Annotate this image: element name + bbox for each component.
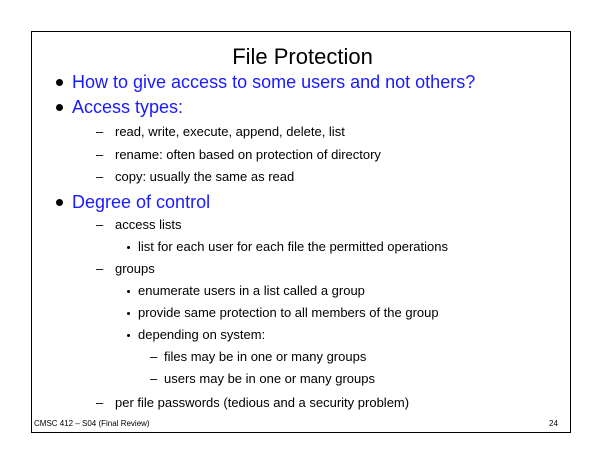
dash-marker: – [96,217,104,232]
dash-marker: – [150,349,158,364]
bullet-icon [56,199,63,206]
sub-item [96,217,182,233]
sub-sub-item-text: depending on system: [138,327,266,342]
sub-sub-item-text: enumerate users in a list called a group [138,283,365,298]
sub-item-text: read, write, execute, append, delete, list [115,124,345,139]
dash-marker: – [96,395,104,410]
dash-marker: – [96,124,104,139]
sub-item [96,395,410,411]
sub-item [96,261,155,277]
dot-marker [127,246,130,249]
bullet-access-types [72,97,183,117]
bullet-text: Degree of control [72,192,211,212]
sub-item-text: per file passwords (tedious and a security problem) [115,395,410,410]
dash-marker: – [96,147,104,162]
sub-item-text: copy: usually the same as read [115,169,295,184]
bullet-icon [56,79,63,86]
footer-course-label: CMSC 412 – S04 (Final Review) [34,419,150,428]
sub-sub-sub-item [150,371,375,387]
dot-marker [127,334,130,337]
sub-sub-item-text: list for each user for each file the permitted operations [138,239,448,254]
sub-sub-sub-item-text: files may be in one or many groups [164,349,367,364]
bullet-access-question [72,72,475,92]
sub-sub-item [138,327,265,343]
slide-title: File Protection [232,44,373,69]
sub-sub-sub-item-text: users may be in one or many groups [164,371,375,386]
dash-marker: – [96,169,104,184]
sub-item-text: rename: often based on protection of directory [115,147,381,162]
footer-page-number: 24 [549,419,558,428]
sub-item [96,147,381,163]
bullet-icon [56,104,63,111]
dot-marker [127,312,130,315]
dot-marker [127,290,130,293]
sub-sub-item [138,239,448,255]
dash-marker: – [150,371,158,386]
sub-sub-item [138,305,439,321]
bullet-text: How to give access to some users and not others? [72,72,476,92]
bullet-text: Access types: [72,97,184,117]
sub-sub-item [138,283,365,299]
sub-sub-item-text: provide same protection to all members of the group [138,305,439,320]
sub-item [96,169,295,185]
sub-item [96,124,345,140]
sub-sub-sub-item [150,349,367,365]
sub-item-text: access lists [115,217,182,232]
bullet-degree-of-control [72,192,210,212]
dash-marker: – [96,261,104,276]
sub-item-text: groups [115,261,155,276]
